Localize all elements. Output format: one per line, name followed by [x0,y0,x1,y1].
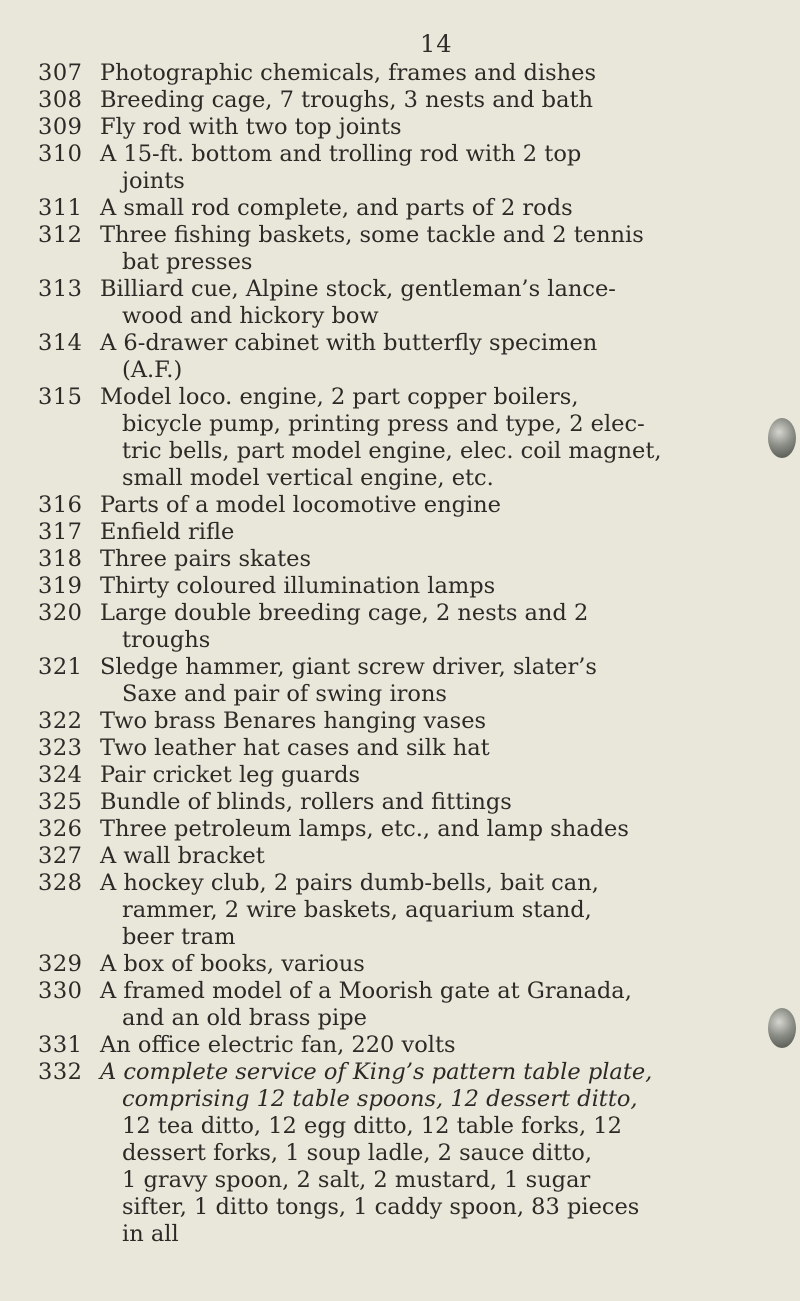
lot-description-line: Parts of a model locomotive engine [100,492,501,518]
lot-description [100,978,778,1032]
lot-description-line: 1 gravy spoon, 2 salt, 2 mustard, 1 sugar [122,1167,591,1193]
lot-number: 329 [38,951,83,977]
lot-description-line: tric bells, part model engine, elec. coil magnet, [122,438,662,464]
lot-description-line: small model vertical engine, etc. [122,465,494,491]
lot-row [38,114,778,141]
lot-description [100,789,778,816]
lot-description-line: in all [122,1221,179,1247]
lot-number: 328 [38,870,83,896]
lot-description-line: troughs [122,627,211,653]
lot-description-line: wood and hickory bow [122,303,379,329]
lot-description [100,519,778,546]
lot-number: 308 [38,87,83,113]
lot-number: 313 [38,276,83,302]
lot-number: 316 [38,492,83,518]
lot-number: 318 [38,546,83,572]
lot-description [100,60,778,87]
lot-row [38,1032,778,1059]
lot-row [38,1059,778,1248]
lot-number: 311 [38,195,83,221]
lot-description-line: bat presses [122,249,253,275]
lot-number: 331 [38,1032,83,1058]
page-number: 14 [420,30,453,58]
lot-description-line: joints [122,168,185,194]
lot-description-line: rammer, 2 wire baskets, aquarium stand, [122,897,592,923]
lot-row [38,276,778,330]
lot-description-line: Enfield rifle [100,519,235,545]
lot-description [100,1059,778,1248]
lot-description [100,195,778,222]
lot-number: 323 [38,735,83,761]
lot-description-line: Billiard cue, Alpine stock, gentleman’s lance- [100,276,616,302]
lot-row [38,384,778,492]
lot-description [100,114,778,141]
lot-description [100,708,778,735]
lot-number: 317 [38,519,83,545]
lot-description-line: Three petroleum lamps, etc., and lamp shades [100,816,629,842]
lot-description-line: A hockey club, 2 pairs dumb-bells, bait can, [100,870,599,896]
lot-row [38,330,778,384]
lot-number: 327 [38,843,83,869]
lot-row [38,573,778,600]
lot-description-line: (A.F.) [122,357,183,383]
lot-description [100,546,778,573]
binding-hole-bottom [768,1008,796,1048]
lot-description-line: Three fishing baskets, some tackle and 2 tennis [100,222,644,248]
lot-description [100,951,778,978]
lot-description-line: A small rod complete, and parts of 2 rods [100,195,573,221]
lot-row [38,762,778,789]
lot-number: 309 [38,114,83,140]
lot-description [100,1032,778,1059]
lot-number: 325 [38,789,83,815]
lot-description-line: Model loco. engine, 2 part copper boilers, [100,384,579,410]
lot-row [38,735,778,762]
lot-description-line: dessert forks, 1 soup ladle, 2 sauce ditto, [122,1140,592,1166]
lot-description-line: Sledge hammer, giant screw driver, slater’s [100,654,597,680]
lot-description [100,276,778,330]
lot-description-line: sifter, 1 ditto tongs, 1 caddy spoon, 83 pieces [122,1194,640,1220]
lot-description-line: Saxe and pair of swing irons [122,681,447,707]
lot-description [100,384,778,492]
lot-row [38,978,778,1032]
lot-row [38,519,778,546]
lot-description [100,816,778,843]
lot-row [38,195,778,222]
lot-description-line: A framed model of a Moorish gate at Granada, [100,978,632,1004]
lot-description [100,762,778,789]
lot-description-line: Two brass Benares hanging vases [100,708,487,734]
lot-description [100,492,778,519]
lot-row [38,843,778,870]
lot-row [38,222,778,276]
lot-description-line: Breeding cage, 7 troughs, 3 nests and bath [100,87,594,113]
lot-description [100,87,778,114]
lot-description [100,654,778,708]
lot-description [100,600,778,654]
lot-description-line: bicycle pump, printing press and type, 2 elec- [122,411,645,437]
lot-description [100,330,778,384]
lot-row [38,87,778,114]
lot-description-line: A 15-ft. bottom and trolling rod with 2 top [100,141,582,167]
lot-description [100,141,778,195]
lot-number: 307 [38,60,83,86]
lot-description-line: Fly rod with two top joints [100,114,402,140]
lot-number: 315 [38,384,83,410]
lot-row [38,789,778,816]
lot-number: 324 [38,762,83,788]
lot-description-line: A 6-drawer cabinet with butterfly specimen [100,330,598,356]
lot-number: 321 [38,654,83,680]
lot-number: 326 [38,816,83,842]
lot-description-line: A box of books, various [100,951,365,977]
lot-number: 322 [38,708,83,734]
lot-description-line: Pair cricket leg guards [100,762,361,788]
lot-row [38,600,778,654]
lot-row [38,546,778,573]
lot-description-line: Thirty coloured illumination lamps [100,573,496,599]
lot-description [100,870,778,951]
lot-description-line: An office electric fan, 220 volts [100,1032,456,1058]
lot-description [100,222,778,276]
lot-row [38,60,778,87]
lot-description-line: A complete service of King’s pattern table plate, [100,1059,653,1085]
lot-number: 314 [38,330,83,356]
lot-description-line: beer tram [122,924,236,950]
lot-description [100,843,778,870]
lot-description-line: Large double breeding cage, 2 nests and 2 [100,600,589,626]
lot-number: 332 [38,1059,83,1085]
lot-description [100,573,778,600]
lot-description-line: Three pairs skates [100,546,312,572]
lot-number: 320 [38,600,83,626]
lot-description [100,735,778,762]
lot-row [38,708,778,735]
lot-list [38,60,778,1248]
lot-row [38,141,778,195]
lot-row [38,870,778,951]
lot-description-line: A wall bracket [100,843,265,869]
lot-row [38,492,778,519]
lot-row [38,816,778,843]
binding-hole-top [768,418,796,458]
lot-description-line: Two leather hat cases and silk hat [100,735,490,761]
lot-number: 310 [38,141,83,167]
lot-number: 319 [38,573,83,599]
lot-description-line: comprising 12 table spoons, 12 dessert ditto, [122,1086,638,1112]
lot-description-line: 12 tea ditto, 12 egg ditto, 12 table forks, 12 [122,1113,622,1139]
lot-row [38,951,778,978]
lot-number: 330 [38,978,83,1004]
lot-number: 312 [38,222,83,248]
lot-description-line: Bundle of blinds, rollers and fittings [100,789,512,815]
lot-description-line: and an old brass pipe [122,1005,367,1031]
lot-description-line: Photographic chemicals, frames and dishes [100,60,596,86]
lot-row [38,654,778,708]
